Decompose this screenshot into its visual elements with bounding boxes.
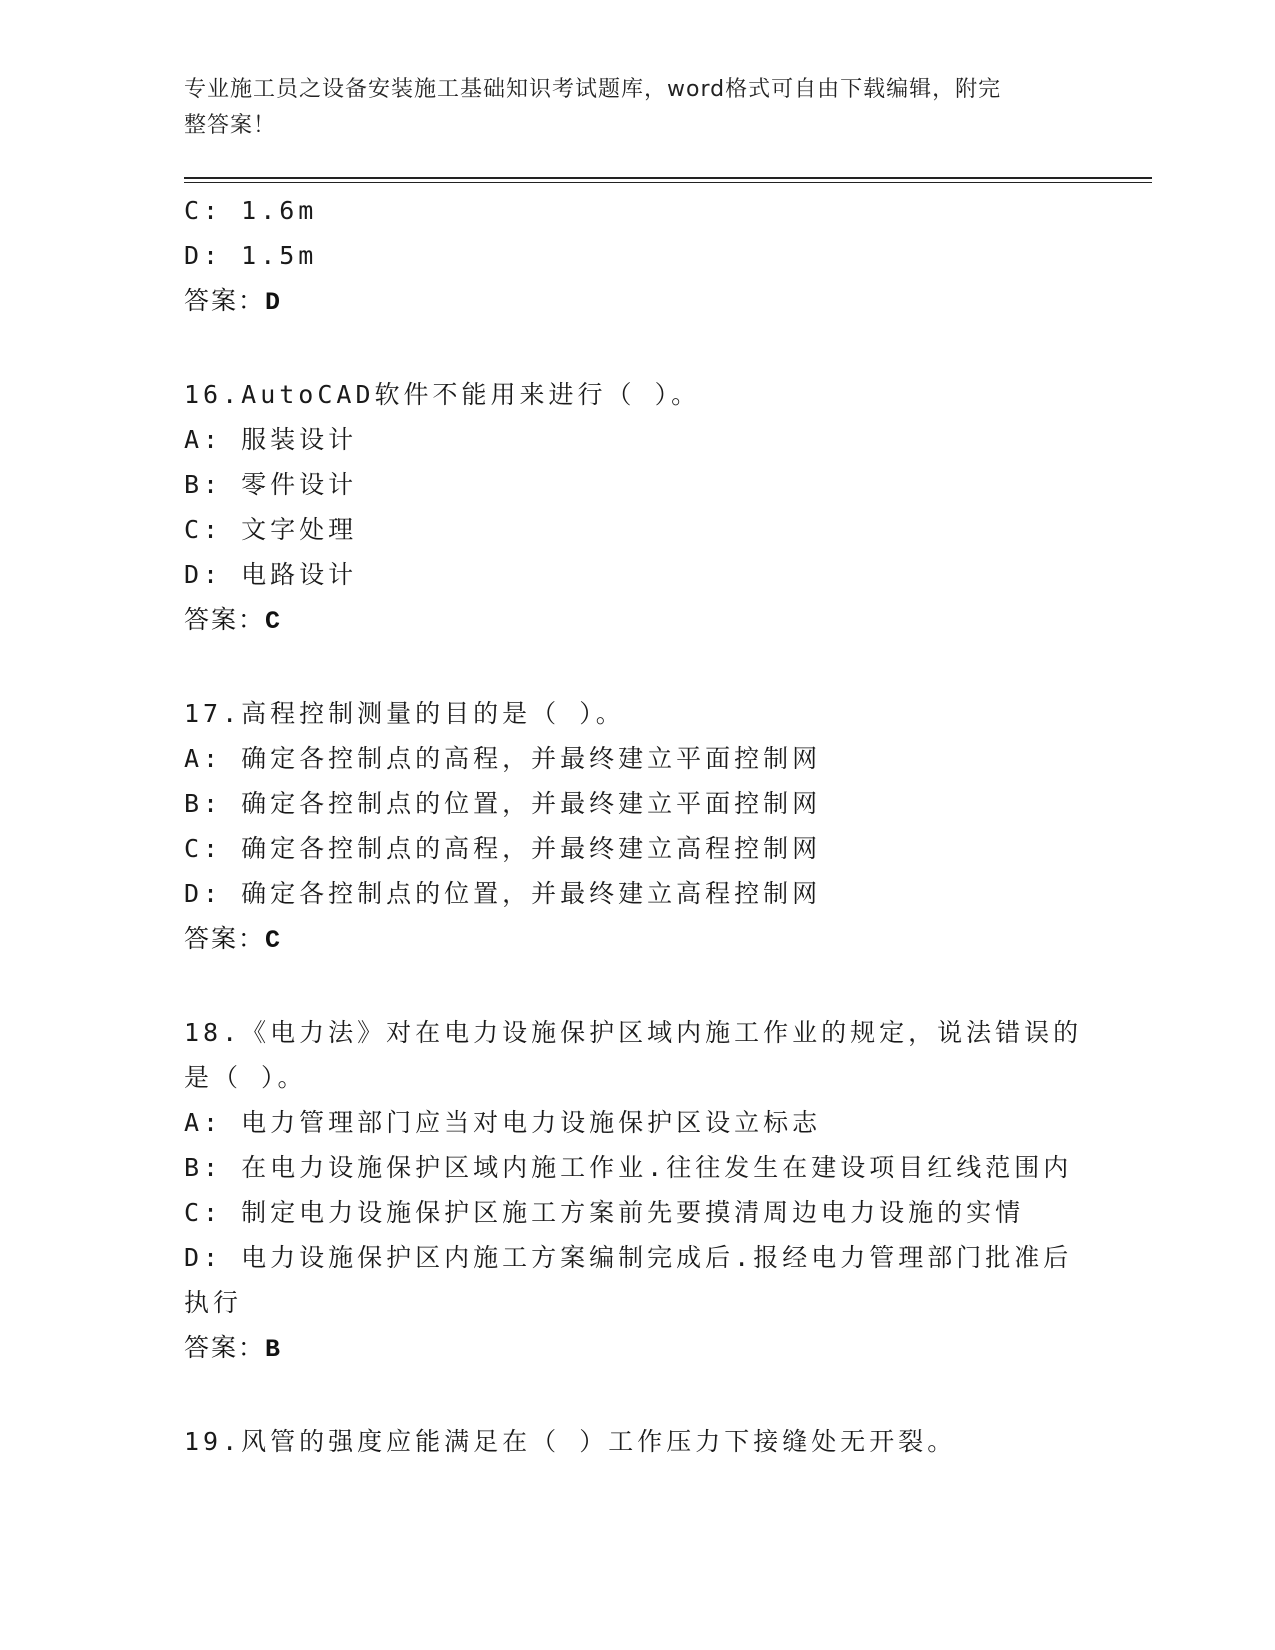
option-d: D: 确定各控制点的位置，并最终建立高程控制网 xyxy=(184,879,822,908)
option-c: C: 文字处理 xyxy=(184,515,358,544)
answer-line xyxy=(184,916,1084,963)
question-19 xyxy=(184,1419,1084,1464)
answer-label: 答案： xyxy=(184,286,266,315)
spacer xyxy=(184,644,1084,691)
option-d: D: 1.5m xyxy=(184,241,318,270)
option-b: B: 在电力设施保护区域内施工作业.往往发生在建设项目红线范围内 xyxy=(184,1153,1073,1182)
option-c: C: 制定电力设施保护区施工方案前先要摸清周边电力设施的实情 xyxy=(184,1198,1025,1227)
question-stem: 19.风管的强度应能满足在（ ）工作压力下接缝处无开裂。 xyxy=(184,1427,957,1456)
option-a: A: 服装设计 xyxy=(184,425,358,454)
spacer xyxy=(184,963,1084,1010)
answer-label: 答案： xyxy=(184,605,266,634)
answer-label: 答案： xyxy=(184,924,266,953)
question-18 xyxy=(184,1010,1084,1372)
answer-line xyxy=(184,278,1084,325)
option-b: B: 零件设计 xyxy=(184,470,358,499)
header-title-line-2: 整答案！ xyxy=(184,113,277,138)
question-stem-line-2: 是（ ）。 xyxy=(184,1063,307,1092)
answer-line xyxy=(184,1325,1084,1372)
question-17 xyxy=(184,691,1084,963)
option-d: D: 电力设施保护区内施工方案编制完成后.报经电力管理部门批准后 xyxy=(184,1243,1073,1272)
header-title-line-1: 专业施工员之设备安装施工基础知识考试题库，word格式可自由下载编辑，附完 xyxy=(184,77,1002,102)
option-d-continuation: 执行 xyxy=(184,1288,243,1317)
question-stem: 16.AutoCAD软件不能用来进行（ ）。 xyxy=(184,380,701,409)
option-d: D: 电路设计 xyxy=(184,560,358,589)
answer-line xyxy=(184,597,1084,644)
option-a: A: 电力管理部门应当对电力设施保护区设立标志 xyxy=(184,1108,822,1137)
answer-key: B xyxy=(265,1335,283,1364)
option-c: C: 确定各控制点的高程，并最终建立高程控制网 xyxy=(184,834,822,863)
header-rule-thick xyxy=(184,177,1152,179)
answer-key: C xyxy=(265,926,283,955)
question-stem-line-1: 18.《电力法》对在电力设施保护区域内施工作业的规定，说法错误的 xyxy=(184,1018,1083,1047)
question-16 xyxy=(184,372,1084,644)
spacer xyxy=(184,325,1084,372)
document-header xyxy=(184,72,1064,144)
question-list xyxy=(184,188,1084,1464)
answer-key: D xyxy=(265,288,283,317)
option-c: C: 1.6m xyxy=(184,196,318,225)
option-b: B: 确定各控制点的位置，并最终建立平面控制网 xyxy=(184,789,822,818)
header-rule-thin xyxy=(184,182,1152,183)
question-15-continuation xyxy=(184,188,1084,325)
option-a: A: 确定各控制点的高程，并最终建立平面控制网 xyxy=(184,744,822,773)
question-stem: 17.高程控制测量的目的是（ ）。 xyxy=(184,699,625,728)
answer-label: 答案： xyxy=(184,1333,266,1362)
answer-key: C xyxy=(265,607,283,636)
spacer xyxy=(184,1372,1084,1419)
